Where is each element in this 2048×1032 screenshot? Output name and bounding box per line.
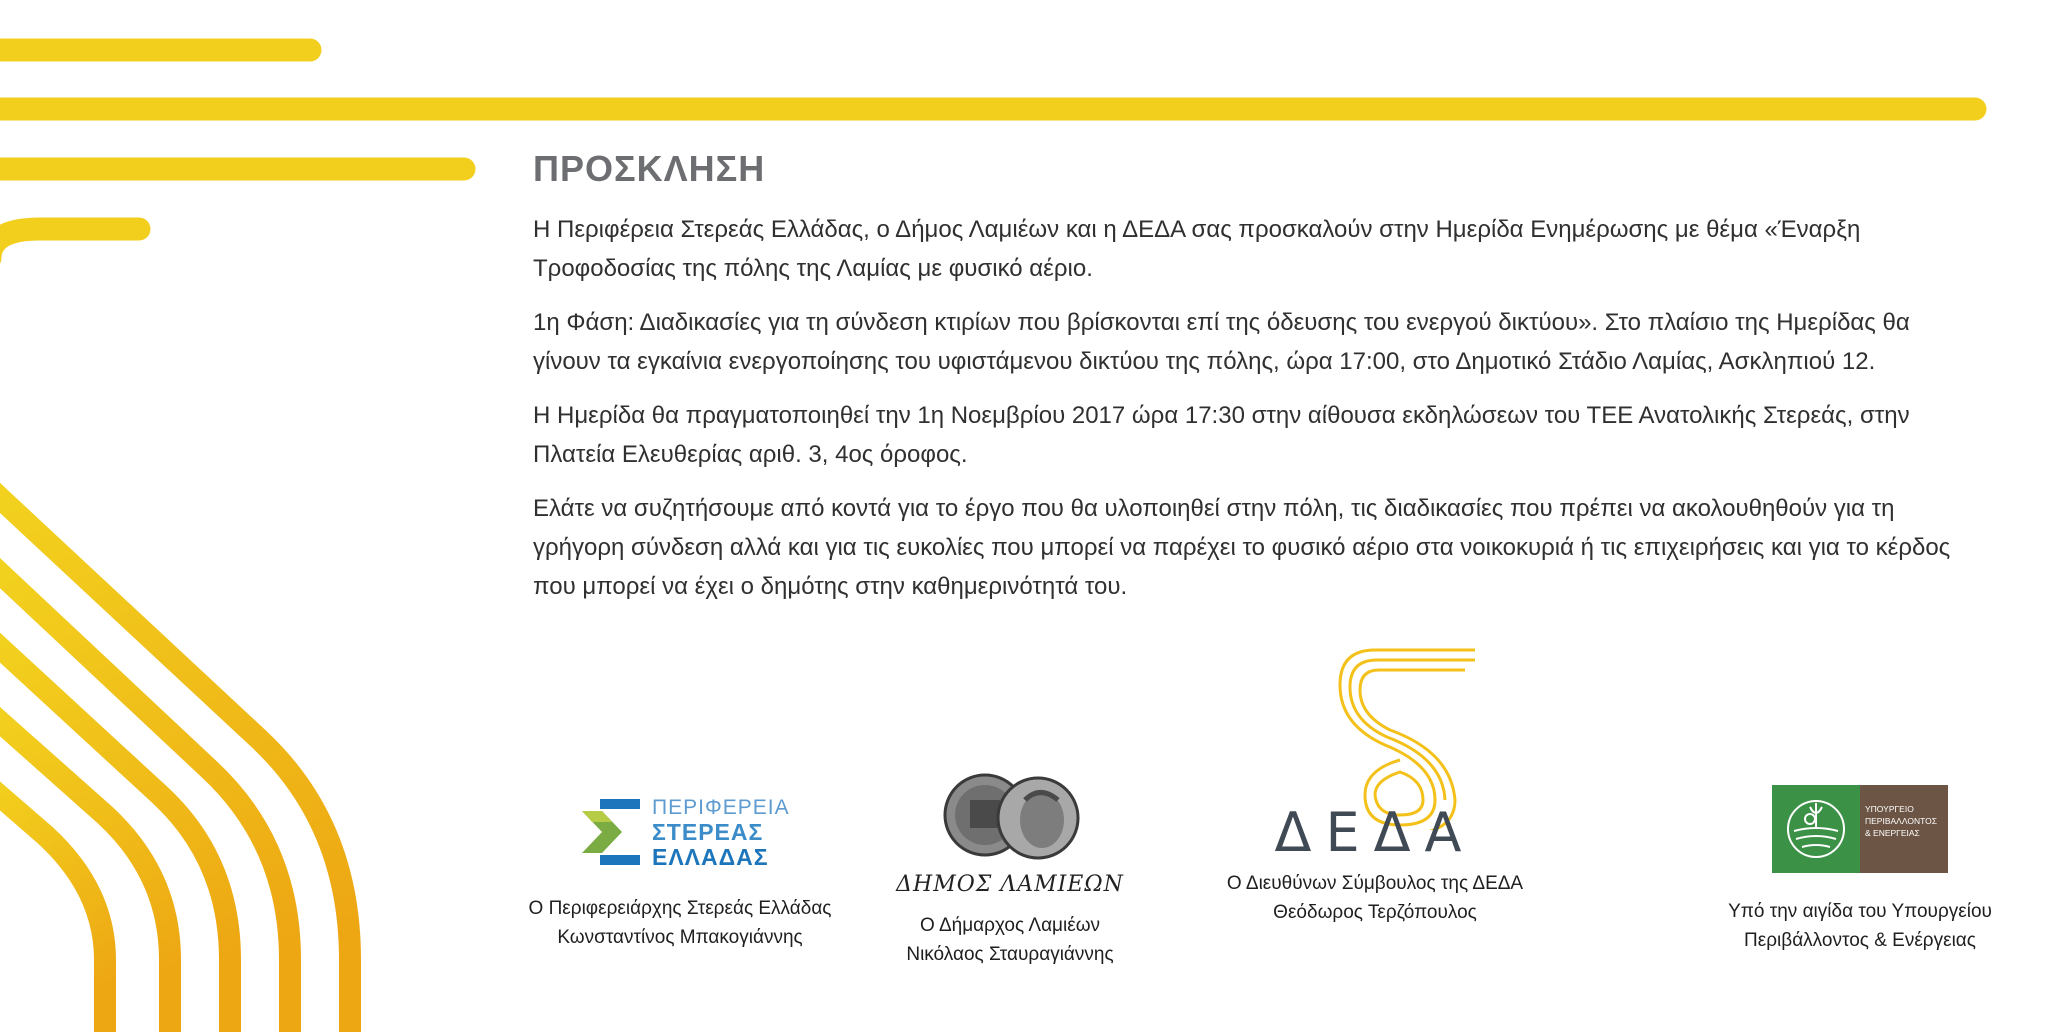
ypen-caption-2: Περιβάλλοντος & Ενέργειας [1744,930,1976,951]
paragraph-venue: Η Ημερίδα θα πραγματοποιηθεί την 1η Νοεμβρίου 2017 ώρα 17:30 στην αίθουσα εκδηλώσεων του ΤΕΕ Ανατολικής Στερεάς, στην Πλατεία Ελευθερίας αριθ. 3, 4ος όροφος. [533,402,1910,468]
curve-stripe-4 [0,695,170,1032]
deda-name: ΔΕΔΑ [1274,801,1476,864]
paragraph-call: Ελάτε να συζητήσουμε από κοντά για το έργο που θα υλοποιηθεί στην πόλη, τις διαδικασίες που πρέπει να ακολουθηθούν για τη γρήγορη σύνδεση αλλά και για τις ευκολίες που μπορεί να παρέχει το φυσικό αέριο στα νοικοκυριά ή τις επιχειρήσεις και για το κέρδος που μπορεί να έχει ο δημότης στην καθημερινότητά του. [533,495,1951,600]
ypen-logo [1772,785,1948,873]
dimos-name: ΔΗΜΟΣ ΛΑΜΙΕΩΝ [896,872,1124,897]
ypen-caption-1: Υπό την αιγίδα του Υπουργείου [1728,901,1992,922]
ypen-emblem-icon [1784,797,1848,861]
sterea-line-3: ΕΛΛΑΔΑΣ [652,844,769,870]
ypen-logo-block [1700,785,2020,955]
paragraph-phase: 1η Φάση: Διαδικασίες για τη σύνδεση κτιρίων που βρίσκονται επί της όδευσης του ενεργού δικτύου». Στο πλαίσιο της Ημερίδας θα γίνουν τα εγκαίνια ενεργοποίησης του υφιστάμενου δικτύου της πόλης, ώρα 17:00, στο Δημοτικό Στάδιο Λαμίας, Ασκληπιού 12. [533,309,1910,375]
invitation-title: ΠΡΟΣΚΛΗΣΗ [533,148,766,189]
sterea-caption-2: Κωνσταντίνος Μπακογιάννης [557,927,803,948]
dimos-caption-2: Νικόλαος Σταυραγιάννης [906,944,1114,965]
deda-caption-1: Ο Διευθύνων Σύμβουλος της ΔΕΔΑ [1226,873,1524,894]
deda-caption-2: Θεόδωρος Τερζόπουλος [1273,902,1477,923]
sterea-logo-block [500,795,860,952]
sterea-logo-text [652,795,790,870]
dimos-logo-block [880,770,1140,969]
invitation-body [533,210,1973,621]
sterea-logo [580,795,790,871]
ypen-text [1860,785,1948,873]
dimos-caption-1: Ο Δήμαρχος Λαμιέων [919,915,1101,936]
sterea-line-2: ΣΤΕΡΕΑΣ [652,819,764,845]
ypen-line-2: ΠΕΡΙΒΑΛΛΟΝΤΟΣ [1865,816,1938,826]
ypen-emblem [1772,785,1860,873]
paragraph-intro: Η Περιφέρεια Στερεάς Ελλάδας, ο Δήμος Λαμιέων και η ΔΕΔΑ σας προσκαλούν στην Ημερίδα Ενημέρωσης με θέμα «Έναρξη Τροφοδοσίας της πόλης της Λαμίας με φυσικό αέριο. [533,216,1861,282]
ypen-line-3: & ΕΝΕΡΓΕΙΑΣ [1865,828,1920,838]
sterea-line-1: ΠΕΡΙΦΕΡΕΙΑ [652,796,790,819]
sterea-sigma-icon [580,799,646,865]
deda-logo-block [1205,640,1545,927]
ypen-line-1: ΥΠΟΥΡΓΕΙΟ [1865,804,1914,814]
sterea-caption-1: Ο Περιφερειάρχης Στερεάς Ελλάδας [528,898,832,919]
coins-icon [930,770,1090,870]
stripe-4 [0,229,139,258]
